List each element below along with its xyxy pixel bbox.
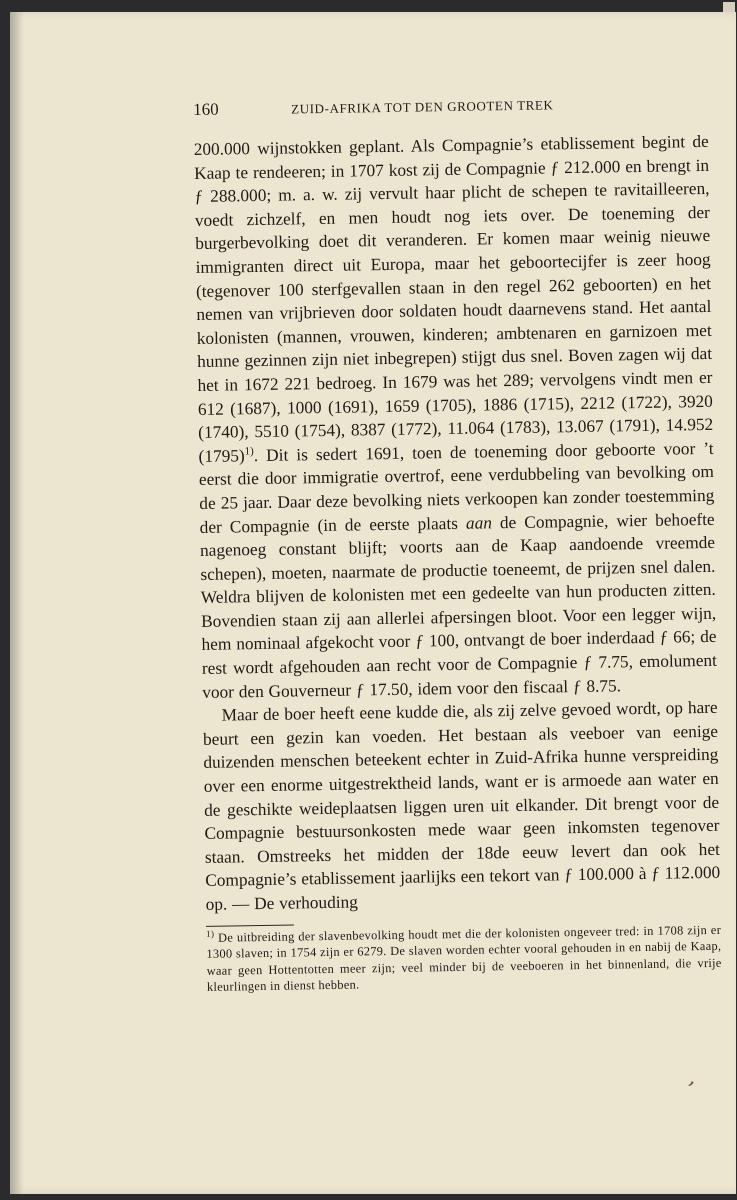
- running-title: ZUID-AFRIKA TOT DEN GROOTEN TREK: [291, 97, 554, 117]
- paragraph-1: [194, 130, 718, 704]
- book-page: [10, 12, 736, 1194]
- page-number: 160: [193, 99, 219, 119]
- footnote-reference: 1): [244, 445, 254, 458]
- footnote-mark: 1): [206, 928, 215, 939]
- body-text: [194, 130, 721, 917]
- footnote: [206, 921, 722, 995]
- italic-word: aan: [465, 512, 493, 533]
- paragraph-2: Maar de boer heeft eene kudde die, als zij zelve gevoed wordt, op hare beurt een gezin kan voeden. Het bestaan als veeboer van eenige duizenden menschen beteekent echter in Zuid-Afrika hunne verspreiding over een enorme uitgestrektheid lands, want er is armoede aan water en de geschikte weideplaatsen liggen uren uit elkander. Dit brengt voor de Compagnie bestuursonkosten mede waar geen inkomsten tegenover staan. Omstreeks het midden der 18de eeuw levert dan ook het Compagnie’s etablissement jaarlijks een tekort van ƒ 100.000 à ƒ 112.000 op. — De verhouding: [202, 698, 721, 914]
- paragraph-1-part-a: 200.000 wijnstokken geplant. Als Compagnie’s etablissement begint de Kaap te rendeeren; in 1707 kost zij de Compagnie ƒ 212.000 en brengt in ƒ 288.000; m. a. w. zij vervult haar plicht de schepen te ravitailleeren, voedt zichzelf, en men houdt nog iets over. De toeneming der burgerbevolking doet dit veranderen. Er komen maar weinig nieuwe immigranten direct uit Europa, maar het geboortecijfer is zeer hoog (tegenover 100 sterfgevallen staan in den regel 262 geboorten) en het nemen van vrijbrieven door soldaten houdt daarnevens stand. Het aantal kolonisten (mannen, vrouwen, kinderen; ambtenaren en garnizoen met hunne gezinnen zijn niet inbegrepen) stijgt dus snel. Boven zagen wij dat het in 1672 221 bedroeg. In 1679 was het 289; vervolgens vindt men er 612 (1687), 1000 (1691), 1659 (1705), 1886 (1715), 2212 (1722), 3920 (1740), 5510 (1754), 8387 (1772), 11.064 (1783), 13.067 (1791), 14.952 (1795): [193, 131, 714, 466]
- paragraph-1-part-c: de Compagnie, wier behoefte nagenoeg constant blijft; voorts aan de Kaap aandoende vreemde schepen), moeten, naarmate de productie toeneemt, de prijzen snel dalen. Weldra blijven de kolonisten met een gedeelte van hun producten zitten. Bovendien staan zij aan allerlei afpersingen bloot. Voor een legger wijn, hem nominaal afgekocht voor ƒ 100, ontvangt de boer inderdaad ƒ 66; de rest wordt afgehouden aan recht voor de Compagnie ƒ 7.75, emolument voor den Gouverneur ƒ 17.50, idem voor den fiscaal ƒ 8.75.: [199, 509, 718, 702]
- page-gutter-shadow: [10, 12, 24, 1194]
- running-head: [193, 92, 708, 120]
- page-content: [193, 92, 722, 996]
- paper-blemish-icon: ‚: [686, 1064, 701, 1091]
- paragraph-1-part-b: . Dit is sedert 1691, toen de toeneming door geboorte voor ’t eerst die door immigratie overtrof, eene verdubbeling van bevolking om de 25 jaar. Daar deze bevolking niets verkoopen kan zonder toestemming der Compagnie (in de eerste plaats: [198, 438, 715, 537]
- footnote-text: De uitbreiding der slavenbevolking houdt met die der kolonisten ongeveer tred: in 1708 zijn er 1300 slaven; in 1754 zijn er 6279. De slaven worden echter vooral gehouden in en nabij de Kaap, waar geen Hottentotten meer zijn; veel minder bij de veeboeren in het binnenland, die vrije kleurlingen in dienst hebben.: [206, 922, 722, 995]
- footnote-rule: [206, 924, 294, 926]
